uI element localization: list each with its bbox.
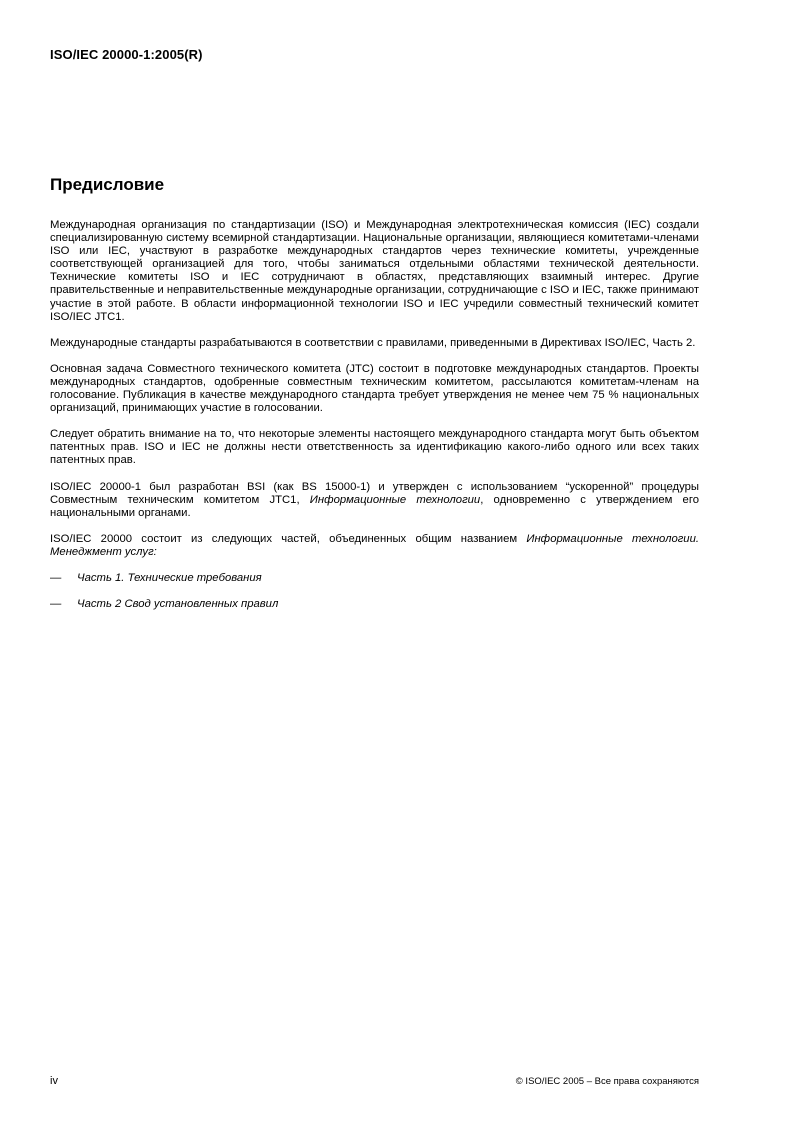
list-item-part-1-text: Часть 1. Технические требования: [77, 571, 262, 584]
paragraph-parts-intro-italic: Информационные технологии. Менеджмент услуг:: [50, 532, 699, 558]
paragraph-parts-intro-text: ISO/IEC 20000 состоит из следующих частей, объединенных общим названием: [50, 532, 527, 545]
paragraph-iso-iec-system: Международная организация по стандартизации (ISO) и Международная электротехническая комиссия (IEC) создали специализированную систему всемирной стандартизации. Национальные организации, являющиеся комитетами-членами ISO или IEC, участвуют в разработке международных стандартов через технические комитеты, учрежденные соответствующей организацией для того, чтобы заниматься отдельными областями технической деятельности. Технические комитеты ISO и IEC сотрудничают в областях, представляющих взаимный интерес. Другие правительственные и неправительственные международные организации, сотрудничающие с ISO и IEC, также принимают участие в этой работе. В области информационной технологии ISO и IEC учредили совместный технический комитет ISO/IEC JTC1.: [50, 219, 699, 323]
list-dash: —: [50, 598, 62, 611]
list-item-part-2: [50, 598, 699, 611]
list-dash: —: [50, 571, 62, 584]
copyright-notice: © ISO/IEC 2005 – Все права сохраняются: [515, 1076, 699, 1087]
foreword-title: Предисловие: [50, 175, 165, 194]
paragraph-bsi-origin: [50, 481, 699, 520]
paragraph-bsi-origin-text: ISO/IEC 20000-1 был разработан BSI (как BS 15000-1) и утвержден с использованием “ускоренной” процедуры Совместным техническим комитетом JTC1,: [50, 480, 699, 506]
paragraph-jtc-task: Основная задача Совместного технического комитета (JTC) состоит в подготовке международных стандартов. Проекты международных стандартов, одобренные совместным техническим комитетом, рассылаются комитетам-членам на голосование. Публикация в качестве международного стандарта требует утверждения не менее чем 75 % национальных организаций, принимающих участие в голосовании.: [50, 362, 699, 415]
paragraph-bsi-origin-tail: , одновременно с утверждением его национальными органами.: [50, 493, 699, 519]
list-item-part-1: [50, 572, 699, 585]
paragraph-directives: Международные стандарты разрабатываются в соответствии с правилами, приведенными в Директивах ISO/IEC, Часть 2.: [50, 336, 696, 349]
paragraph-parts-intro: [50, 533, 699, 559]
document-id-header: ISO/IEC 20000-1:2005(R): [50, 47, 203, 62]
foreword-body: [50, 219, 699, 624]
paragraph-patent-rights: Следует обратить внимание на то, что некоторые элементы настоящего международного стандарта могут быть объектом патентных прав. ISO и IEC не должны нести ответственность за идентификацию какого-либо одного или всех таких патентных прав.: [50, 428, 699, 467]
paragraph-bsi-origin-italic: Информационные технологии: [309, 493, 481, 506]
page-number: iv: [50, 1075, 58, 1087]
list-item-part-2-text: Часть 2 Свод установленных правил: [77, 598, 279, 611]
